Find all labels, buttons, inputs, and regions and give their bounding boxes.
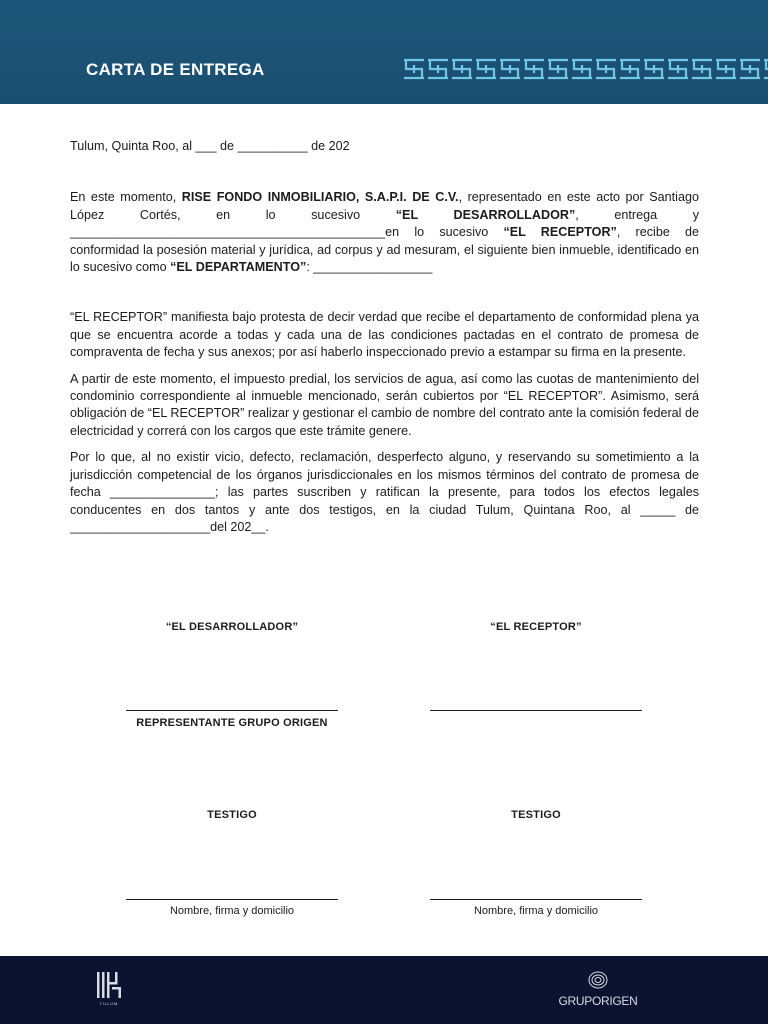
developer-signature-label: “EL DESARROLLADOR” <box>165 621 299 633</box>
developer-signature-line <box>126 710 338 711</box>
developer-company-name: RISE FONDO INMOBILIARIO, S.A.P.I. DE C.V. <box>181 190 459 205</box>
receiver-signature-label: “EL RECEPTOR” <box>490 621 582 633</box>
witness1-label: TESTIGO <box>207 809 257 821</box>
witness2-label: TESTIGO <box>511 809 561 821</box>
developer-term: “EL DESARROLLADOR” <box>395 207 576 222</box>
paragraph-obligations: A partir de este momento, el impuesto predial, los servicios de agua, así como las cuotas de mantenimiento del condominio correspondiente al inmueble mencionado, serán cubiertos por “EL RECEPTOR”. Asimismo, será obligación de “EL RECEPTOR” realizar y gestionar el cambio de nombre del contrato ante la comisión federal de electricidad y correrá con los cargos que este trámite genere. <box>70 371 699 438</box>
footer-bar <box>0 956 768 1024</box>
p1-text-4: , recibe de conformidad la posesión material y jurídica, ad corpus y ad mesuram, el siguiente bien inmueble, identificado en lo sucesivo como <box>70 225 699 275</box>
p1-text-3: , entrega y _____________________________________________en lo sucesivo <box>70 207 699 240</box>
receiver-term: “EL RECEPTOR” <box>503 225 617 240</box>
header-banner <box>0 0 768 104</box>
receiver-signature-line <box>430 710 642 711</box>
witness2-signature-line <box>430 899 642 900</box>
p1-text-5: : _________________ <box>306 260 433 275</box>
tulum-caption: TULUM <box>99 1001 119 1006</box>
paragraph-ratification: Por lo que, al no existir vicio, defecto, reclamación, desperfecto alguno, y reservando su sometimiento a la jurisdicción competencial de los órganos jurisdiccionales en los mismos términos del contrato de promesa de fecha _______________; las partes suscriben y ratifican la presente, para todos los efectos legales conducentes en dos tantos y ante dos testigos, en la ciudad Tulum, Quintana Roo, al _____ de ____________________del 202__. <box>70 450 699 534</box>
date-line: Tulum, Quinta Roo, al ___ de __________ de 202 <box>70 139 350 153</box>
apartment-term: “EL DEPARTAMENTO” <box>170 260 307 275</box>
witness2-caption: Nombre, firma y domicilio <box>473 905 599 917</box>
developer-representative-label: REPRESENTANTE GRUPO ORIGEN <box>136 717 328 729</box>
letter-body <box>70 138 699 536</box>
page-title: CARTA DE ENTREGA <box>86 60 265 79</box>
paragraph-delivery <box>70 189 699 276</box>
p1-text-2: , representado en este acto por Santiago López Cortés, en lo sucesivo <box>70 190 699 222</box>
witness1-signature-line <box>126 899 338 900</box>
greca-pattern-icon <box>402 56 768 82</box>
p1-text-1: En este momento, <box>70 190 182 205</box>
paragraph-conformity: “EL RECEPTOR” manifiesta bajo protesta de decir verdad que recibe el departamento de conformidad plena ya que se encuentra acorde a todas y cada una de las condiciones pactadas en el contrato de promesa de compraventa de fecha y sus anexos; por así haberlo inspeccionado previo a estampar su firma en la presente. <box>70 310 699 360</box>
witness1-caption: Nombre, firma y domicilio <box>169 905 295 917</box>
grupo-origen-wordmark: GRUPORIGEN <box>558 994 638 1008</box>
